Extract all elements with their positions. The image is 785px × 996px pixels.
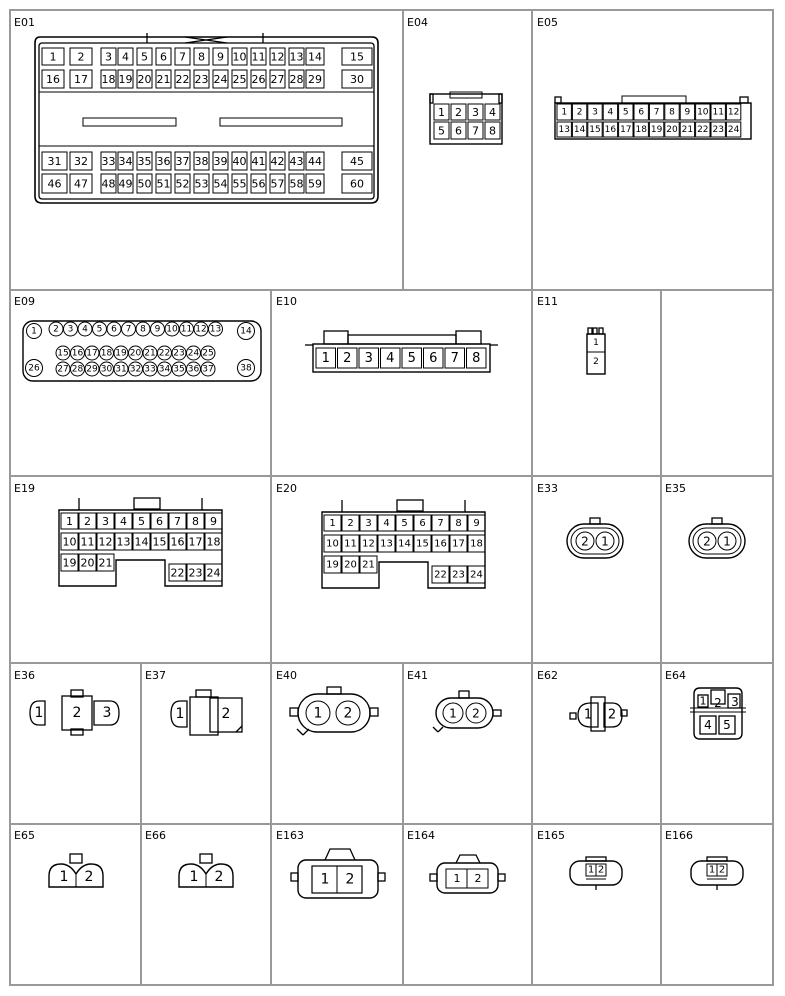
pin-label: 20 <box>129 348 142 359</box>
pin-label: 1 <box>708 864 716 876</box>
pin-label: 2 <box>347 518 354 529</box>
pin-label: 6 <box>455 124 462 138</box>
pin-label: 8 <box>455 518 462 529</box>
pin-label: 2 <box>72 705 82 721</box>
pin-label: 2 <box>593 357 599 367</box>
connector-outline <box>70 854 82 863</box>
pin-label: 17 <box>86 348 98 359</box>
pin-label: 20 <box>137 73 152 86</box>
pin-label: 2 <box>597 864 605 876</box>
pin-label: 48 <box>101 177 116 191</box>
pin-label: 5 <box>622 107 629 118</box>
pin-label: 3 <box>731 695 739 709</box>
pin-label: 43 <box>289 155 304 168</box>
pin-label: 24 <box>470 569 483 581</box>
pin-label: 18 <box>206 535 221 549</box>
cell-label-e166: E166 <box>665 829 693 842</box>
pin-label: 15 <box>152 535 167 549</box>
pin-label: 4 <box>122 50 129 64</box>
connector-outline <box>433 727 438 732</box>
pin-label: 7 <box>179 50 186 64</box>
pin-label: 22 <box>170 566 185 580</box>
pin-label: 29 <box>86 364 98 375</box>
pin-label: 2 <box>714 696 722 710</box>
connector-outline <box>590 518 600 524</box>
cell-label-e01: E01 <box>14 16 35 29</box>
pin-label: 28 <box>289 73 304 86</box>
connector-outline <box>689 524 745 558</box>
pin-label: 18 <box>100 348 113 359</box>
pin-label: 6 <box>429 351 438 366</box>
cell-label-e19: E19 <box>14 482 35 495</box>
pin-label: 9 <box>217 50 224 64</box>
pin-label: 31 <box>115 364 127 375</box>
pin-label: 1 <box>583 707 593 723</box>
pin-label: 3 <box>365 518 372 529</box>
pin-label: 23 <box>452 569 465 581</box>
cell-label-e64: E64 <box>665 669 686 682</box>
pin-label: 23 <box>188 566 203 580</box>
cell-label-e10: E10 <box>276 295 297 308</box>
connector-outline <box>456 331 481 344</box>
pin-label: 18 <box>101 73 116 86</box>
pin-label: 30 <box>100 364 113 375</box>
cell-label-e04: E04 <box>407 16 428 29</box>
pin-label: 10 <box>326 538 339 550</box>
pin-label: 2 <box>472 706 480 721</box>
pin-label: 19 <box>326 559 339 571</box>
pin-label: 53 <box>194 177 209 191</box>
pin-label: 7 <box>472 124 479 138</box>
pin-label: 35 <box>137 155 152 168</box>
pin-label: 37 <box>175 155 190 168</box>
pin-label: 11 <box>344 538 357 550</box>
pin-label: 19 <box>118 73 133 86</box>
connector-outline <box>134 498 160 509</box>
pin-label: 1 <box>587 864 595 876</box>
pin-label: 20 <box>666 125 678 135</box>
pin-label: 34 <box>158 364 171 375</box>
pin-label: 38 <box>240 363 252 374</box>
connector-outline <box>740 97 748 103</box>
pin-label: 1 <box>723 534 731 549</box>
connector-outline <box>571 528 619 554</box>
pin-label: 8 <box>669 107 675 118</box>
pin-label: 24 <box>206 566 221 580</box>
pin-label: 13 <box>209 324 222 335</box>
pin-label: 33 <box>101 155 116 168</box>
pin-label: 20 <box>80 556 95 570</box>
connector-outline <box>586 857 606 861</box>
pin-label: 2 <box>607 707 617 723</box>
pin-label: 26 <box>28 363 40 374</box>
pin-label: 3 <box>67 324 74 335</box>
pin-label: 10 <box>62 535 77 549</box>
cell-label-e11: E11 <box>537 295 558 308</box>
pin-label: 5 <box>141 50 148 64</box>
connector-outline <box>190 697 218 735</box>
cell-label-e41: E41 <box>407 669 428 682</box>
connector-outline <box>438 727 443 732</box>
pin-label: 24 <box>213 73 228 86</box>
pin-label: 40 <box>232 155 247 168</box>
pin-label: 1 <box>189 869 199 885</box>
pin-label: 1 <box>49 50 57 64</box>
pin-label: 16 <box>434 538 447 550</box>
pin-label: 2 <box>455 106 462 119</box>
pin-label: 1 <box>438 106 445 119</box>
pin-label: 21 <box>156 73 171 86</box>
pin-label: 39 <box>213 155 228 168</box>
pin-label: 3 <box>592 107 598 118</box>
pin-label: 12 <box>727 107 740 118</box>
cell-label-e164: E164 <box>407 829 435 842</box>
pin-label: 19 <box>650 125 663 135</box>
pin-label: 41 <box>251 155 266 168</box>
connector-outline <box>83 118 176 126</box>
pin-label: 21 <box>681 125 694 135</box>
connector-outline <box>707 857 727 861</box>
pin-label: 1 <box>699 694 707 708</box>
pin-label: 24 <box>727 125 740 135</box>
pin-label: 2 <box>576 107 583 118</box>
pin-label: 26 <box>251 73 266 86</box>
pin-label: 2 <box>343 705 353 722</box>
pin-label: 60 <box>350 177 364 191</box>
pin-label: 11 <box>180 324 193 335</box>
pin-label: 7 <box>437 518 444 529</box>
pin-label: 1 <box>320 871 330 888</box>
pin-label: 58 <box>289 177 304 191</box>
connector-outline <box>593 328 597 334</box>
connector-outline <box>397 500 423 511</box>
connector-outline <box>588 328 592 334</box>
pin-label: 8 <box>472 351 481 366</box>
pin-label: 7 <box>125 324 132 335</box>
pin-label: 3 <box>105 50 112 64</box>
pin-label: 8 <box>192 515 199 528</box>
pin-label: 12 <box>362 538 375 550</box>
connector-outline <box>567 524 623 558</box>
pin-label: 22 <box>175 73 190 86</box>
pin-label: 21 <box>362 559 375 571</box>
pin-label: 5 <box>401 518 408 529</box>
pin-label: 1 <box>601 534 609 549</box>
pin-label: 31 <box>47 155 62 168</box>
pin-label: 7 <box>450 351 459 366</box>
pin-label: 13 <box>289 50 304 64</box>
pin-label: 21 <box>144 348 156 359</box>
pin-label: 2 <box>474 872 482 885</box>
pin-label: 4 <box>82 324 88 335</box>
pin-label: 10 <box>166 324 178 335</box>
cell-label-e20: E20 <box>276 482 297 495</box>
pin-label: 16 <box>604 125 617 135</box>
pin-label: 1 <box>453 872 461 885</box>
pin-label: 19 <box>62 556 77 570</box>
pin-label: 34 <box>118 155 133 168</box>
pin-label: 15 <box>416 538 429 550</box>
pin-label: 51 <box>156 177 171 191</box>
pin-label: 2 <box>345 871 355 888</box>
pin-label: 1 <box>175 706 185 722</box>
pin-label: 20 <box>344 559 357 571</box>
pin-label: 25 <box>232 73 247 86</box>
connector-outline <box>430 874 437 881</box>
cell-label-e37: E37 <box>145 669 166 682</box>
pin-label: 2 <box>343 351 352 366</box>
connector-outline <box>456 855 480 863</box>
pin-label: 11 <box>80 535 95 549</box>
pin-label: 6 <box>419 518 426 529</box>
pin-label: 2 <box>718 864 726 876</box>
pin-label: 13 <box>380 538 393 550</box>
pin-label: 9 <box>684 107 691 118</box>
pin-label: 37 <box>202 364 214 375</box>
pin-label: 1 <box>313 705 323 722</box>
connector-outline <box>220 118 342 126</box>
pin-label: 52 <box>175 177 190 191</box>
pin-label: 4 <box>120 515 127 528</box>
pin-label: 32 <box>129 364 142 375</box>
connector-outline <box>450 92 482 98</box>
pin-label: 11 <box>251 50 266 64</box>
pin-label: 2 <box>84 869 94 885</box>
pin-label: 10 <box>232 50 247 64</box>
pin-label: 7 <box>653 107 660 118</box>
pin-label: 4 <box>489 106 496 119</box>
cell-label-e66: E66 <box>145 829 166 842</box>
pin-label: 15 <box>57 348 69 359</box>
connector-outline <box>430 94 433 103</box>
pin-label: 57 <box>270 177 285 191</box>
pin-label: 2 <box>53 324 59 335</box>
connector-outline <box>570 713 576 719</box>
pin-label: 8 <box>140 324 146 335</box>
pin-label: 19 <box>115 348 127 359</box>
pin-label: 36 <box>156 155 171 168</box>
cell-label-e05: E05 <box>537 16 558 29</box>
pin-label: 10 <box>697 107 709 118</box>
pin-label: 16 <box>71 348 84 359</box>
pin-label: 14 <box>240 326 252 337</box>
cell-label-e33: E33 <box>537 482 558 495</box>
pin-label: 4 <box>383 518 390 529</box>
pin-label: 21 <box>98 556 113 570</box>
connector-outline <box>298 694 370 732</box>
pin-label: 17 <box>74 73 88 86</box>
cell-label-e09: E09 <box>14 295 35 308</box>
connector-outline <box>290 708 298 716</box>
pin-label: 1 <box>59 869 69 885</box>
pin-label: 4 <box>704 718 712 732</box>
pin-label: 1 <box>31 326 37 337</box>
pin-label: 14 <box>398 538 411 550</box>
pin-label: 22 <box>158 348 171 359</box>
pin-label: 5 <box>407 351 416 366</box>
pin-label: 35 <box>173 364 185 375</box>
pin-label: 7 <box>174 515 181 528</box>
pin-label: 5 <box>723 718 731 732</box>
pin-label: 18 <box>470 538 483 550</box>
pin-label: 2 <box>703 534 711 549</box>
pin-label: 1 <box>321 351 330 366</box>
pin-label: 1 <box>34 705 44 721</box>
pin-label: 33 <box>144 364 156 375</box>
pin-label: 27 <box>270 73 285 86</box>
pin-label: 28 <box>71 364 84 375</box>
connector-outline <box>327 687 341 694</box>
pin-label: 2 <box>84 515 91 528</box>
connector-outline <box>599 328 603 334</box>
pin-label: 46 <box>47 177 62 191</box>
pin-label: 32 <box>74 155 88 168</box>
pin-label: 13 <box>116 535 131 549</box>
pin-label: 3 <box>102 705 112 721</box>
connector-outline <box>493 710 501 716</box>
pin-label: 42 <box>270 155 285 168</box>
pin-label: 12 <box>98 535 113 549</box>
cell-label-e40: E40 <box>276 669 297 682</box>
connector-outline <box>498 874 505 881</box>
pin-label: 23 <box>194 73 209 86</box>
pin-label: 12 <box>270 50 285 64</box>
connector-outline <box>370 708 378 716</box>
pin-label: 6 <box>638 107 645 118</box>
pin-label: 14 <box>134 535 149 549</box>
pin-label: 27 <box>57 364 69 375</box>
pin-label: 12 <box>195 324 207 335</box>
pin-label: 17 <box>452 538 465 550</box>
pin-label: 47 <box>74 177 88 191</box>
pin-label: 22 <box>697 125 709 135</box>
pin-label: 18 <box>635 125 647 135</box>
pin-label: 3 <box>364 351 373 366</box>
connector-outline <box>555 97 561 103</box>
connector-outline <box>325 849 355 860</box>
pin-label: 50 <box>137 177 152 191</box>
pin-label: 30 <box>350 73 364 86</box>
pin-label: 5 <box>96 324 103 335</box>
pin-label: 23 <box>712 125 724 135</box>
pin-label: 5 <box>138 515 145 528</box>
pin-label: 44 <box>308 155 322 168</box>
connector-outline <box>378 873 385 881</box>
pin-label: 15 <box>589 125 601 135</box>
pin-label: 6 <box>156 515 163 528</box>
pin-label: 8 <box>198 50 205 64</box>
pin-label: 23 <box>173 348 185 359</box>
connector-outline <box>348 335 456 344</box>
pin-label: 8 <box>489 124 496 138</box>
pin-label: 4 <box>607 107 614 118</box>
pin-label: 2 <box>214 869 224 885</box>
pin-label: 22 <box>434 569 447 581</box>
connector-outline <box>196 690 211 697</box>
pin-label: 2 <box>581 534 589 549</box>
pin-label: 29 <box>308 73 322 86</box>
pin-label: 14 <box>308 50 322 64</box>
cell-label-e165: E165 <box>537 829 565 842</box>
cell-label-e35: E35 <box>665 482 686 495</box>
pin-label: 14 <box>573 125 586 135</box>
pin-label: 2 <box>221 706 231 722</box>
pin-label: 3 <box>472 106 479 119</box>
cell-label-e36: E36 <box>14 669 35 682</box>
pin-label: 1 <box>593 338 599 348</box>
pin-label: 16 <box>46 73 60 86</box>
pin-label: 56 <box>251 177 266 191</box>
pin-label: 4 <box>386 351 395 366</box>
pin-label: 17 <box>188 535 203 549</box>
connector-outline <box>303 729 309 735</box>
pin-label: 3 <box>102 515 109 528</box>
pin-label: 16 <box>170 535 185 549</box>
pin-label: 54 <box>213 177 228 191</box>
connector-outline <box>693 528 741 554</box>
pin-label: 49 <box>118 177 133 191</box>
pin-label: 5 <box>438 124 445 138</box>
pin-label: 6 <box>160 50 167 64</box>
pin-label: 45 <box>350 155 364 168</box>
connector-outline <box>499 94 502 103</box>
connector-outline <box>712 518 722 524</box>
cell-label-e65: E65 <box>14 829 35 842</box>
connector-outline <box>297 729 303 735</box>
pin-label: 1 <box>329 518 336 529</box>
pin-label: 9 <box>473 518 480 529</box>
cell-label-e62: E62 <box>537 669 558 682</box>
cell-label-e163: E163 <box>276 829 304 842</box>
connector-outline <box>291 873 298 881</box>
pin-label: 24 <box>187 348 200 359</box>
pin-label: 6 <box>111 324 117 335</box>
connector-outline <box>436 698 493 728</box>
pin-label: 1 <box>449 706 457 721</box>
pin-label: 17 <box>620 125 632 135</box>
pin-label: 59 <box>308 177 322 191</box>
pin-label: 13 <box>558 125 570 135</box>
connector-outline <box>324 331 348 344</box>
pin-label: 9 <box>210 515 217 528</box>
pin-label: 55 <box>232 177 247 191</box>
pin-label: 25 <box>202 348 214 359</box>
pin-label: 36 <box>187 364 200 375</box>
pin-label: 38 <box>194 155 209 168</box>
pin-label: 1 <box>561 107 568 118</box>
pin-label: 9 <box>154 324 161 335</box>
connector-outline <box>459 691 469 698</box>
connector-outline <box>200 854 212 863</box>
pin-label: 11 <box>712 107 724 118</box>
pin-label: 15 <box>350 50 364 64</box>
connector-outline <box>236 726 242 732</box>
pin-label: 2 <box>77 50 85 64</box>
pin-label: 1 <box>66 515 73 528</box>
